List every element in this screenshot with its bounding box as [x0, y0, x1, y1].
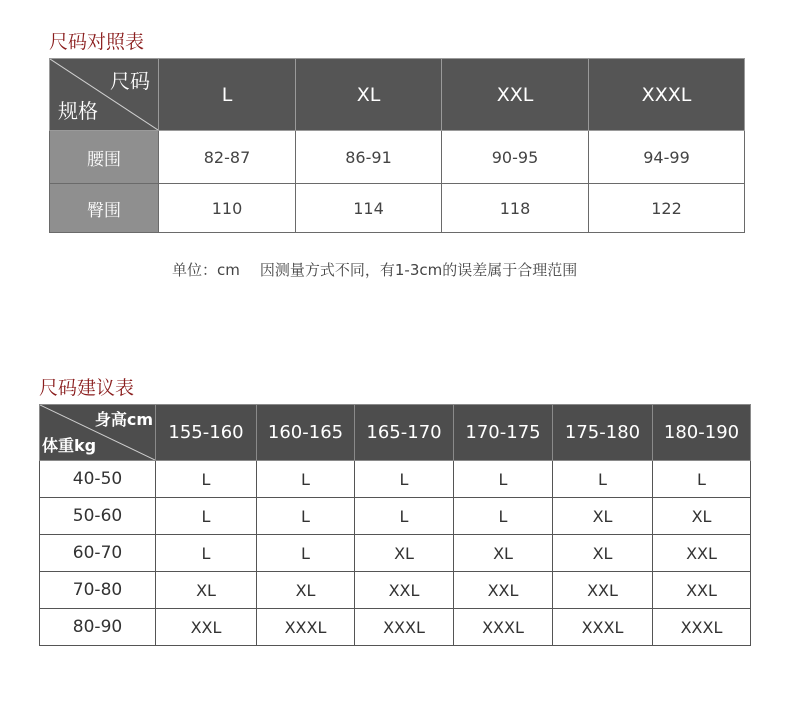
weight-row-header: 40-50: [40, 461, 156, 498]
table-row: [40, 572, 751, 609]
table-row: [50, 184, 745, 233]
unit-note: 单位：cm: [172, 261, 240, 279]
table-cell: XL: [257, 572, 355, 609]
table-cell: XL: [454, 535, 553, 572]
table-cell: XXXL: [553, 609, 653, 646]
table-row: [50, 131, 745, 184]
row-header-hip: 臀围: [50, 184, 159, 233]
table-cell: 94-99: [589, 131, 745, 184]
size-chart-header-row: [50, 59, 745, 131]
table-cell: L: [653, 461, 751, 498]
weight-row-header: 60-70: [40, 535, 156, 572]
table-cell: L: [257, 535, 355, 572]
table-cell: XXL: [454, 572, 553, 609]
height-column-header: 165-170: [355, 405, 454, 461]
size-chart-title: 尺码对照表: [49, 31, 145, 53]
table-cell: L: [156, 498, 257, 535]
size-column-header: XXXL: [589, 59, 745, 131]
table-row: [40, 535, 751, 572]
table-cell: XXXL: [355, 609, 454, 646]
weight-row-header: 50-60: [40, 498, 156, 535]
table-cell: 114: [296, 184, 442, 233]
table-cell: XXXL: [454, 609, 553, 646]
weight-row-header: 70-80: [40, 572, 156, 609]
table-cell: L: [355, 498, 454, 535]
table-cell: XL: [156, 572, 257, 609]
height-column-header: 180-190: [653, 405, 751, 461]
corner-height-label: 身高cm: [94, 410, 153, 429]
recommendation-corner: [40, 405, 156, 461]
table-row: [40, 498, 751, 535]
table-cell: XXL: [653, 572, 751, 609]
height-column-header: 170-175: [454, 405, 553, 461]
size-column-header: XL: [296, 59, 442, 131]
table-cell: XL: [553, 535, 653, 572]
table-cell: L: [257, 498, 355, 535]
corner-weight-label: 体重kg: [42, 436, 97, 455]
measurement-note: [172, 259, 577, 280]
tolerance-note: 因测量方式不同，有1-3cm的误差属于合理范围: [259, 261, 578, 279]
corner-spec-label: 规格: [58, 99, 98, 123]
table-cell: 110: [159, 184, 296, 233]
height-column-header: 155-160: [156, 405, 257, 461]
table-cell: L: [156, 535, 257, 572]
table-cell: L: [553, 461, 653, 498]
height-column-header: 160-165: [257, 405, 355, 461]
recommendation-title: 尺码建议表: [39, 377, 135, 399]
table-cell: L: [355, 461, 454, 498]
table-cell: 122: [589, 184, 745, 233]
weight-row-header: 80-90: [40, 609, 156, 646]
size-column-header: XXL: [442, 59, 589, 131]
table-cell: XXXL: [653, 609, 751, 646]
table-cell: XL: [553, 498, 653, 535]
table-cell: XL: [653, 498, 751, 535]
size-chart-corner: [50, 59, 159, 131]
size-column-header: L: [159, 59, 296, 131]
table-cell: XXL: [355, 572, 454, 609]
table-cell: L: [454, 498, 553, 535]
table-cell: 86-91: [296, 131, 442, 184]
recommendation-header-row: [40, 405, 751, 461]
size-recommendation-table: [39, 404, 751, 646]
table-cell: L: [257, 461, 355, 498]
table-cell: XXL: [156, 609, 257, 646]
table-cell: XXL: [653, 535, 751, 572]
table-cell: L: [454, 461, 553, 498]
table-cell: XL: [355, 535, 454, 572]
height-column-header: 175-180: [553, 405, 653, 461]
table-cell: 118: [442, 184, 589, 233]
table-cell: XXL: [553, 572, 653, 609]
table-row: [40, 609, 751, 646]
table-cell: 82-87: [159, 131, 296, 184]
table-row: [40, 461, 751, 498]
table-cell: 90-95: [442, 131, 589, 184]
row-header-waist: 腰围: [50, 131, 159, 184]
size-chart-table: [49, 58, 745, 233]
table-cell: XXXL: [257, 609, 355, 646]
table-cell: L: [156, 461, 257, 498]
corner-size-label: 尺码: [110, 69, 150, 93]
